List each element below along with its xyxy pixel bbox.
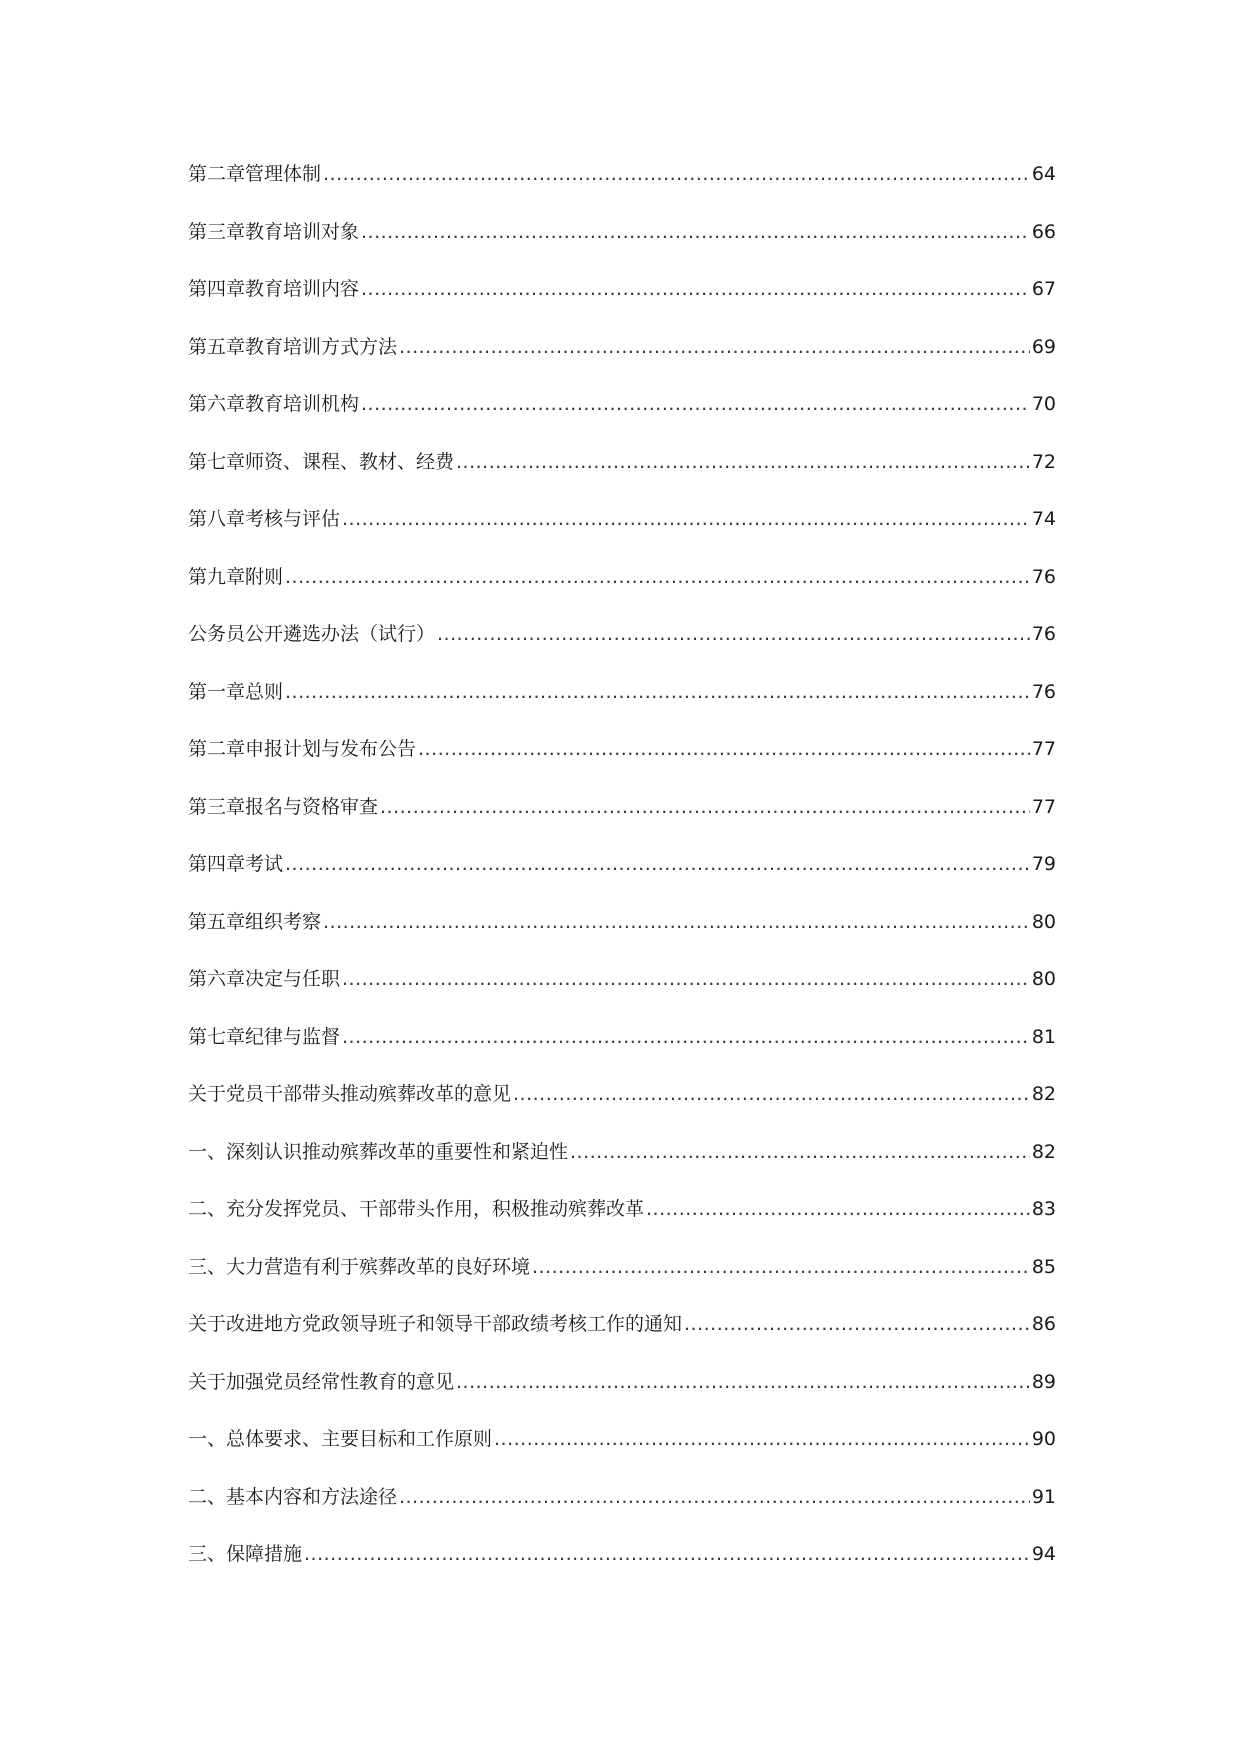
toc-dot-leader [399, 335, 1030, 359]
toc-page-number: 74 [1031, 508, 1056, 530]
toc-page-number: 64 [1031, 163, 1056, 185]
toc-entry-title: 关于党员干部带头推动殡葬改革的意见 [188, 1083, 512, 1105]
toc-dot-leader [285, 680, 1030, 704]
toc-entry[interactable] [188, 680, 1056, 738]
toc-entry-title: 第六章决定与任职 [188, 968, 341, 990]
toc-entry[interactable] [188, 1427, 1056, 1485]
toc-entry-title: 第四章教育培训内容 [188, 278, 360, 300]
toc-entry[interactable] [188, 565, 1056, 623]
toc-page-number: 82 [1031, 1083, 1056, 1105]
toc-entry[interactable] [188, 162, 1056, 220]
toc-entry[interactable] [188, 910, 1056, 968]
toc-dot-leader [513, 1082, 1030, 1106]
toc-entry[interactable] [188, 1485, 1056, 1543]
toc-entry[interactable] [188, 507, 1056, 565]
table-of-contents [188, 162, 1056, 1600]
toc-entry[interactable] [188, 737, 1056, 795]
toc-page-number: 80 [1031, 968, 1056, 990]
toc-page-number: 76 [1031, 680, 1056, 703]
toc-page-number: 70 [1031, 393, 1056, 415]
toc-entry[interactable] [188, 220, 1056, 278]
toc-entry-title: 第八章考核与评估 [188, 508, 341, 530]
toc-entry-title: 第七章师资、课程、教材、经费 [188, 450, 455, 473]
toc-entry[interactable] [188, 1197, 1056, 1255]
toc-dot-leader [494, 1427, 1030, 1451]
toc-entry-title: 第六章教育培训机构 [188, 393, 360, 415]
toc-page-number: 72 [1031, 450, 1056, 473]
toc-page-number: 77 [1031, 738, 1056, 760]
toc-entry[interactable] [188, 622, 1056, 680]
toc-entry-title: 一、深刻认识推动殡葬改革的重要性和紧迫性 [188, 1140, 569, 1163]
toc-page-number: 94 [1031, 1543, 1056, 1565]
toc-dot-leader [646, 1197, 1030, 1221]
toc-page-number: 76 [1031, 623, 1056, 645]
toc-dot-leader [456, 450, 1030, 474]
toc-entry[interactable] [188, 967, 1056, 1025]
toc-entry[interactable] [188, 450, 1056, 508]
toc-entry-title: 第五章教育培训方式方法 [188, 335, 398, 358]
toc-entry[interactable] [188, 1312, 1056, 1370]
toc-dot-leader [323, 910, 1030, 934]
toc-page-number: 90 [1031, 1428, 1056, 1450]
toc-dot-leader [570, 1140, 1030, 1164]
toc-dot-leader [418, 737, 1030, 761]
toc-page-number: 66 [1031, 220, 1056, 243]
toc-dot-leader [532, 1255, 1030, 1279]
toc-dot-leader [684, 1312, 1030, 1336]
toc-entry[interactable] [188, 795, 1056, 853]
toc-entry-title: 第五章组织考察 [188, 910, 322, 933]
toc-entry[interactable] [188, 1370, 1056, 1428]
toc-entry[interactable] [188, 335, 1056, 393]
toc-dot-leader [342, 507, 1030, 531]
toc-dot-leader [342, 1025, 1030, 1049]
toc-page-number: 89 [1031, 1370, 1056, 1393]
toc-dot-leader [342, 967, 1030, 991]
toc-entry-title: 二、基本内容和方法途径 [188, 1485, 398, 1508]
toc-dot-leader [437, 622, 1030, 646]
toc-entry[interactable] [188, 1082, 1056, 1140]
toc-dot-leader [285, 565, 1030, 589]
toc-entry-title: 第二章管理体制 [188, 163, 322, 185]
toc-entry[interactable] [188, 1542, 1056, 1600]
toc-dot-leader [304, 1542, 1030, 1566]
toc-page-number: 80 [1031, 910, 1056, 933]
toc-entry[interactable] [188, 1255, 1056, 1313]
toc-entry-title: 关于加强党员经常性教育的意见 [188, 1370, 455, 1393]
toc-entry-title: 二、充分发挥党员、干部带头作用，积极推动殡葬改革 [188, 1198, 645, 1220]
toc-page-number: 69 [1031, 335, 1056, 358]
toc-page-number: 81 [1031, 1025, 1056, 1048]
toc-entry-title: 第二章申报计划与发布公告 [188, 738, 417, 760]
toc-entry-title: 第一章总则 [188, 680, 284, 703]
toc-dot-leader [323, 162, 1030, 186]
toc-page-number: 77 [1031, 795, 1056, 818]
toc-page-number: 86 [1031, 1313, 1056, 1335]
toc-entry[interactable] [188, 1025, 1056, 1083]
toc-page-number: 91 [1031, 1485, 1056, 1508]
toc-dot-leader [361, 277, 1030, 301]
toc-entry[interactable] [188, 277, 1056, 335]
toc-entry-title: 第四章考试 [188, 853, 284, 875]
toc-entry[interactable] [188, 392, 1056, 450]
toc-entry[interactable] [188, 852, 1056, 910]
toc-page-number: 79 [1031, 853, 1056, 875]
toc-page-number: 83 [1031, 1198, 1056, 1220]
toc-page-number: 85 [1031, 1255, 1056, 1278]
toc-entry[interactable] [188, 1140, 1056, 1198]
toc-entry-title: 第三章教育培训对象 [188, 220, 360, 243]
toc-entry-title: 三、保障措施 [188, 1543, 303, 1565]
toc-dot-leader [361, 220, 1030, 244]
toc-entry-title: 第七章纪律与监督 [188, 1025, 341, 1048]
toc-dot-leader [361, 392, 1030, 416]
toc-entry-title: 关于改进地方党政领导班子和领导干部政绩考核工作的通知 [188, 1313, 683, 1335]
toc-dot-leader [380, 795, 1030, 819]
toc-entry-title: 第三章报名与资格审查 [188, 795, 379, 818]
toc-entry-title: 第九章附则 [188, 565, 284, 588]
toc-page-number: 82 [1031, 1140, 1056, 1163]
toc-entry-title: 三、大力营造有利于殡葬改革的良好环境 [188, 1255, 531, 1278]
toc-entry-title: 一、总体要求、主要目标和工作原则 [188, 1428, 493, 1450]
toc-page-number: 67 [1031, 278, 1056, 300]
toc-dot-leader [399, 1485, 1030, 1509]
toc-page-number: 76 [1031, 565, 1056, 588]
toc-dot-leader [285, 852, 1030, 876]
toc-dot-leader [456, 1370, 1030, 1394]
toc-entry-title: 公务员公开遴选办法（试行） [188, 623, 436, 645]
